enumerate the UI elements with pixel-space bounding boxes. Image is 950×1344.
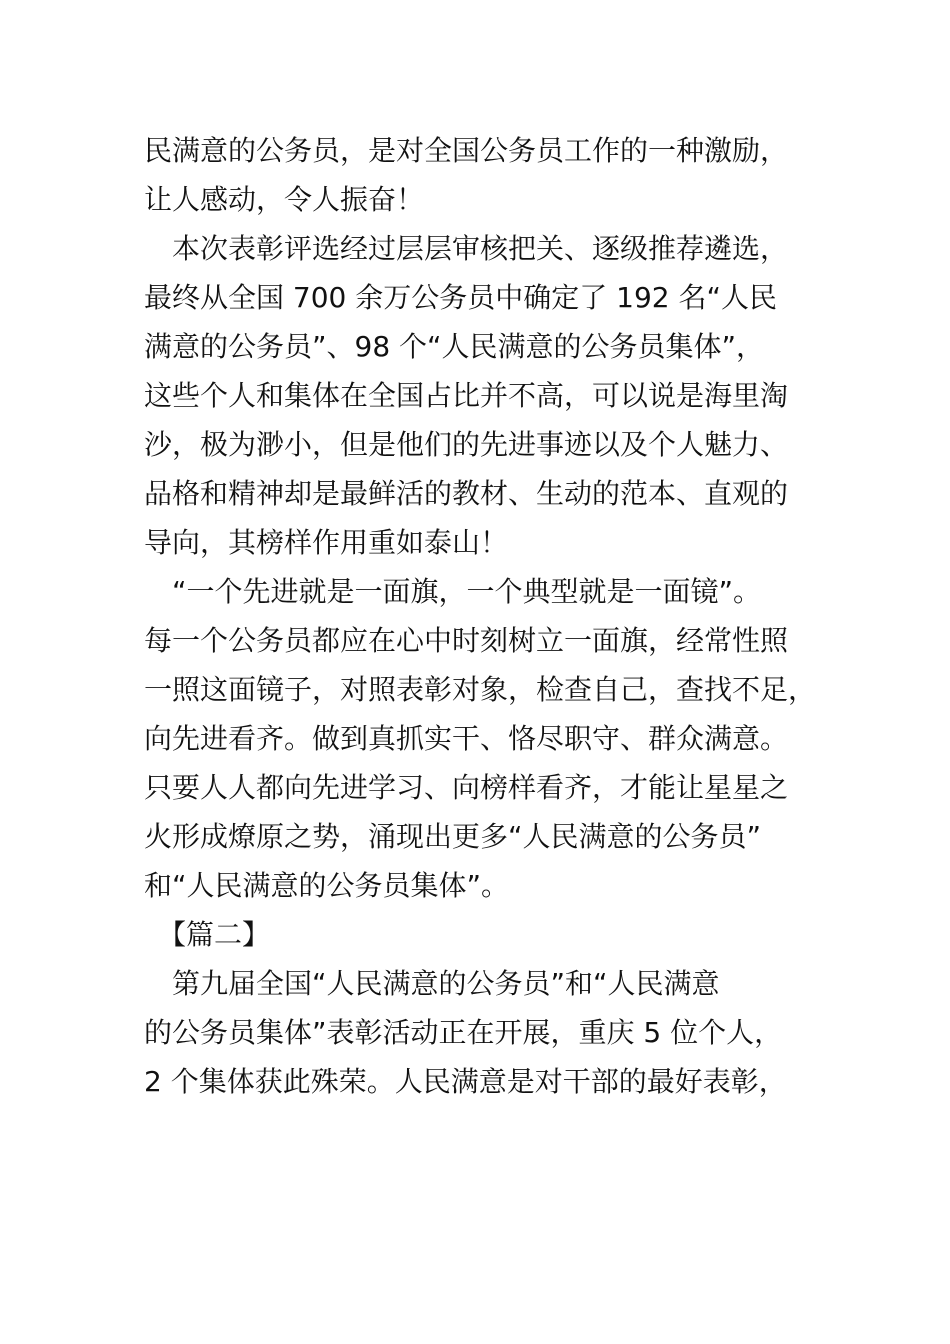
text-line-7: 沙，极为渺小，但是他们的先进事迹以及个人魅力、 bbox=[144, 428, 789, 461]
text-line-2: 让人感动，令人振奋！ bbox=[144, 183, 425, 216]
text-line-12: 一照这面镜子，对照表彰对象，检查自己，查找不足， bbox=[144, 673, 817, 706]
text-line-15: 火形成燎原之势，涌现出更多“人民满意的公务员” bbox=[144, 820, 762, 853]
text-line-10: “一个先进就是一面旗，一个典型就是一面镜”。 bbox=[144, 575, 762, 608]
text-line-9: 导向，其榜样作用重如泰山！ bbox=[144, 526, 509, 559]
text-line-20: 2 个集体获此殊荣。人民满意是对干部的最好表彰， bbox=[144, 1065, 787, 1098]
text-line-4: 最终从全国 700 余万公务员中确定了 192 名“人民 bbox=[144, 281, 777, 314]
text-line-5: 满意的公务员”、98 个“人民满意的公务员集体”， bbox=[144, 330, 765, 363]
text-line-1: 民满意的公务员，是对全国公务员工作的一种激励， bbox=[144, 134, 789, 167]
text-line-6: 这些个人和集体在全国占比并不高，可以说是海里淘 bbox=[144, 379, 789, 412]
text-line-19: 的公务员集体”表彰活动正在开展，重庆 5 位个人， bbox=[144, 1016, 783, 1049]
text-line-14: 只要人人都向先进学习、向榜样看齐，才能让星星之 bbox=[144, 771, 789, 804]
section-heading: 【篇二】 bbox=[144, 918, 271, 951]
text-line-3: 本次表彰评选经过层层审核把关、逐级推荐遴选， bbox=[144, 232, 789, 265]
document-body bbox=[144, 126, 824, 1106]
text-line-11: 每一个公务员都应在心中时刻树立一面旗，经常性照 bbox=[144, 624, 789, 657]
text-line-8: 品格和精神却是最鲜活的教材、生动的范本、直观的 bbox=[144, 477, 789, 510]
text-line-13: 向先进看齐。做到真抓实干、恪尽职守、群众满意。 bbox=[144, 722, 789, 755]
text-line-16: 和“人民满意的公务员集体”。 bbox=[144, 869, 510, 902]
text-line-18: 第九届全国“人民满意的公务员”和“人民满意 bbox=[144, 967, 720, 1000]
